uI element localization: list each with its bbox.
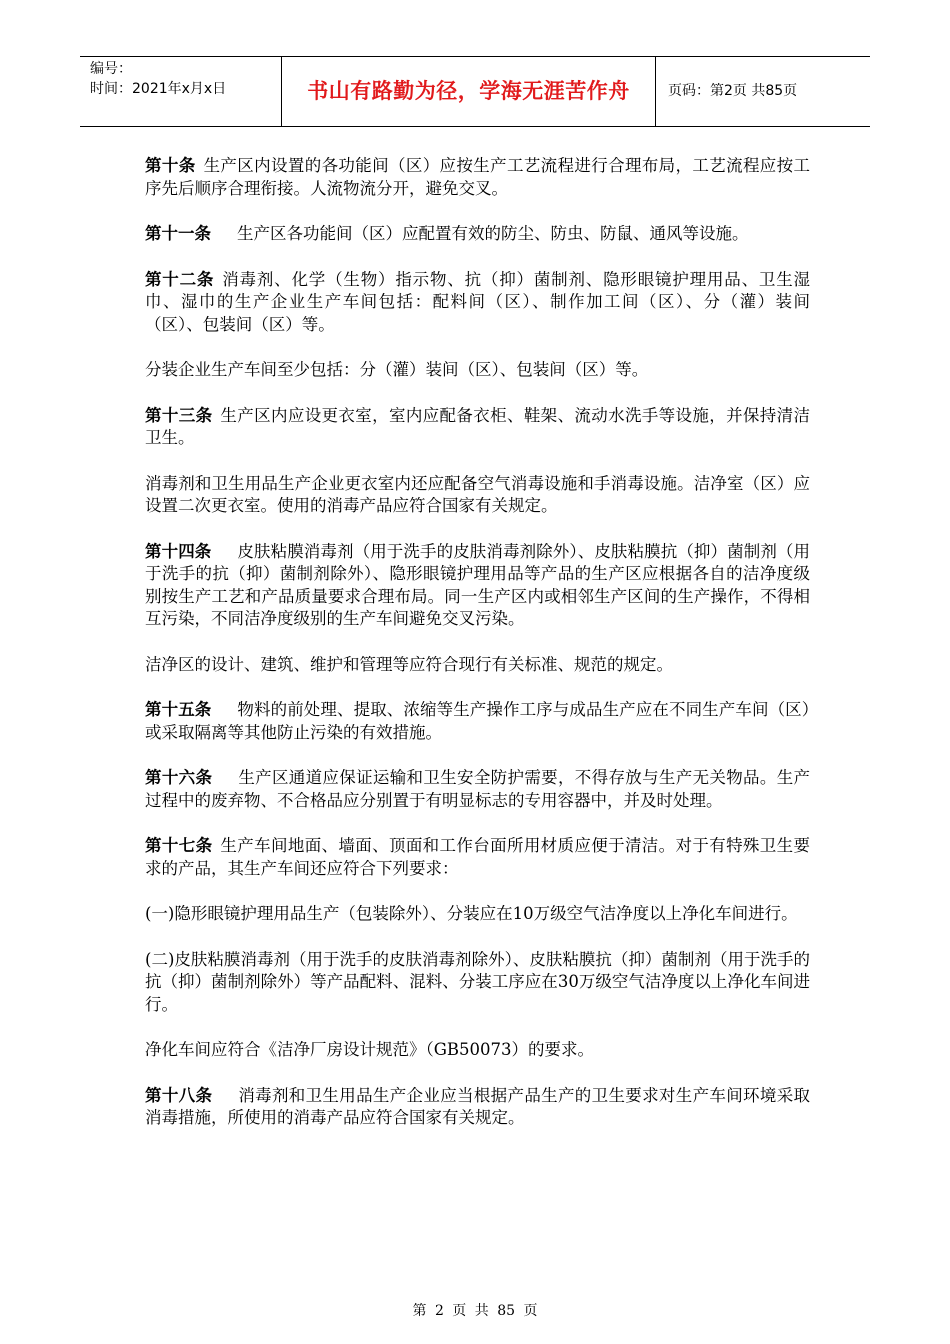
body-paragraph [145,473,810,518]
article-paragraph [145,269,810,337]
document-number-label: 编号： [90,61,132,77]
article-paragraph [145,767,810,812]
header-table [80,56,870,127]
header-meta-cell [80,57,282,127]
header-page-code: 页码：第2页 共85页 [668,83,798,99]
article-number: 第十二条 [145,269,215,289]
paragraph-text: 消毒剂和卫生用品生产企业更衣室内还应配备空气消毒设施和手消毒设施。洁净室（区）应设置二次更衣室。使用的消毒产品应符合国家有关规定。 [145,473,810,515]
paragraph-text: 生产区通道应保证运输和卫生安全防护需要，不得存放与生产无关物品。生产过程中的废弃物、不合格品应分别置于有明显标志的专用容器中，并及时处理。 [145,768,811,810]
paragraph-text: 物料的前处理、提取、浓缩等生产操作工序与成品生产应在不同生产车间（区）或采取隔离等其他防止污染的有效措施。 [145,700,811,742]
article-number: 第十四条 [145,541,212,561]
article-number: 第十八条 [145,1085,213,1105]
paragraph-text: (一)隐形眼镜护理用品生产（包装除外）、分装应在10万级空气洁净度以上净化车间进行。 [145,904,798,923]
article-paragraph [145,835,810,880]
article-paragraph [145,1085,810,1130]
paragraph-text: 皮肤粘膜消毒剂（用于洗手的皮肤消毒剂除外）、皮肤粘膜抗（抑）菌制剂（用于洗手的抗（抑）菌制剂除外）、隐形眼镜护理用品等产品的生产区应根据各自的洁净度级别按生产工艺和产品质量要求合理布局。同一生产区内或相邻生产区间的生产操作，不得相互污染，不同洁净度级别的生产车间避免交叉污染。 [145,541,811,628]
paragraph-text: 洁净区的设计、建筑、维护和管理等应符合现行有关标准、规范的规定。 [145,654,673,674]
document-date: 时间：2021年x月x日 [90,81,227,97]
body-paragraph [145,359,810,382]
paragraph-text: (二)皮肤粘膜消毒剂（用于洗手的皮肤消毒剂除外）、皮肤粘膜抗（抑）菌制剂（用于洗手的抗（抑）菌制剂除外）等产品配料、混料、分装工序应在30万级空气洁净度以上净化车间进行。 [145,949,810,1014]
article-paragraph [145,541,810,631]
article-number: 第十一条 [145,224,211,243]
body-paragraph [145,654,810,677]
article-paragraph [145,699,810,744]
article-paragraph [145,223,810,246]
paragraph-text: 净化车间应符合《洁净厂房设计规范》（GB50073）的要求。 [145,1040,595,1059]
paragraph-text: 消毒剂和卫生用品生产企业应当根据产品生产的卫生要求对生产车间环境采取消毒措施，所使用的消毒产品应符合国家有关规定。 [145,1085,811,1127]
header-motto-cell [282,57,656,127]
body-paragraph [145,949,810,1017]
header-motto: 书山有路勤为径，学海无涯苦作舟 [307,79,630,103]
article-paragraph [145,155,810,200]
paragraph-text: 生产区内应设更衣室，室内应配备衣柜、鞋架、流动水洗手等设施，并保持清洁卫生。 [145,405,811,447]
article-number: 第十三条 [145,405,213,425]
header-page-cell [656,57,871,127]
article-number: 第十五条 [145,700,212,719]
article-number: 第十六条 [145,768,213,787]
body-paragraph [145,1039,810,1062]
article-paragraph [145,405,810,450]
paragraph-text: 生产区内设置的各功能间（区）应按生产工艺流程进行合理布局，工艺流程应按工序先后顺序合理衔接。人流物流分开，避免交叉。 [145,156,811,198]
paragraph-text: 生产车间地面、墙面、顶面和工作台面所用材质应便于清洁。对于有特殊卫生要求的产品，其生产车间还应符合下列要求： [145,836,811,878]
body-paragraph [145,903,810,926]
paragraph-text: 生产区各功能间（区）应配置有效的防尘、防虫、防鼠、通风等设施。 [237,224,749,243]
paragraph-text: 消毒剂、化学（生物）指示物、抗（抑）菌制剂、隐形眼镜护理用品、卫生湿巾、湿巾的生产企业生产车间包括：配料间（区）、制作加工间（区）、分（灌）装间（区）、包装间（区）等。 [145,269,811,334]
article-number: 第十七条 [145,836,213,855]
page-footer: 第 2 页 共 85 页 [412,1303,538,1319]
document-body [145,155,810,1153]
paragraph-text: 分装企业生产车间至少包括：分（灌）装间（区）、包装间（区）等。 [145,360,649,379]
article-number: 第十条 [145,156,196,175]
